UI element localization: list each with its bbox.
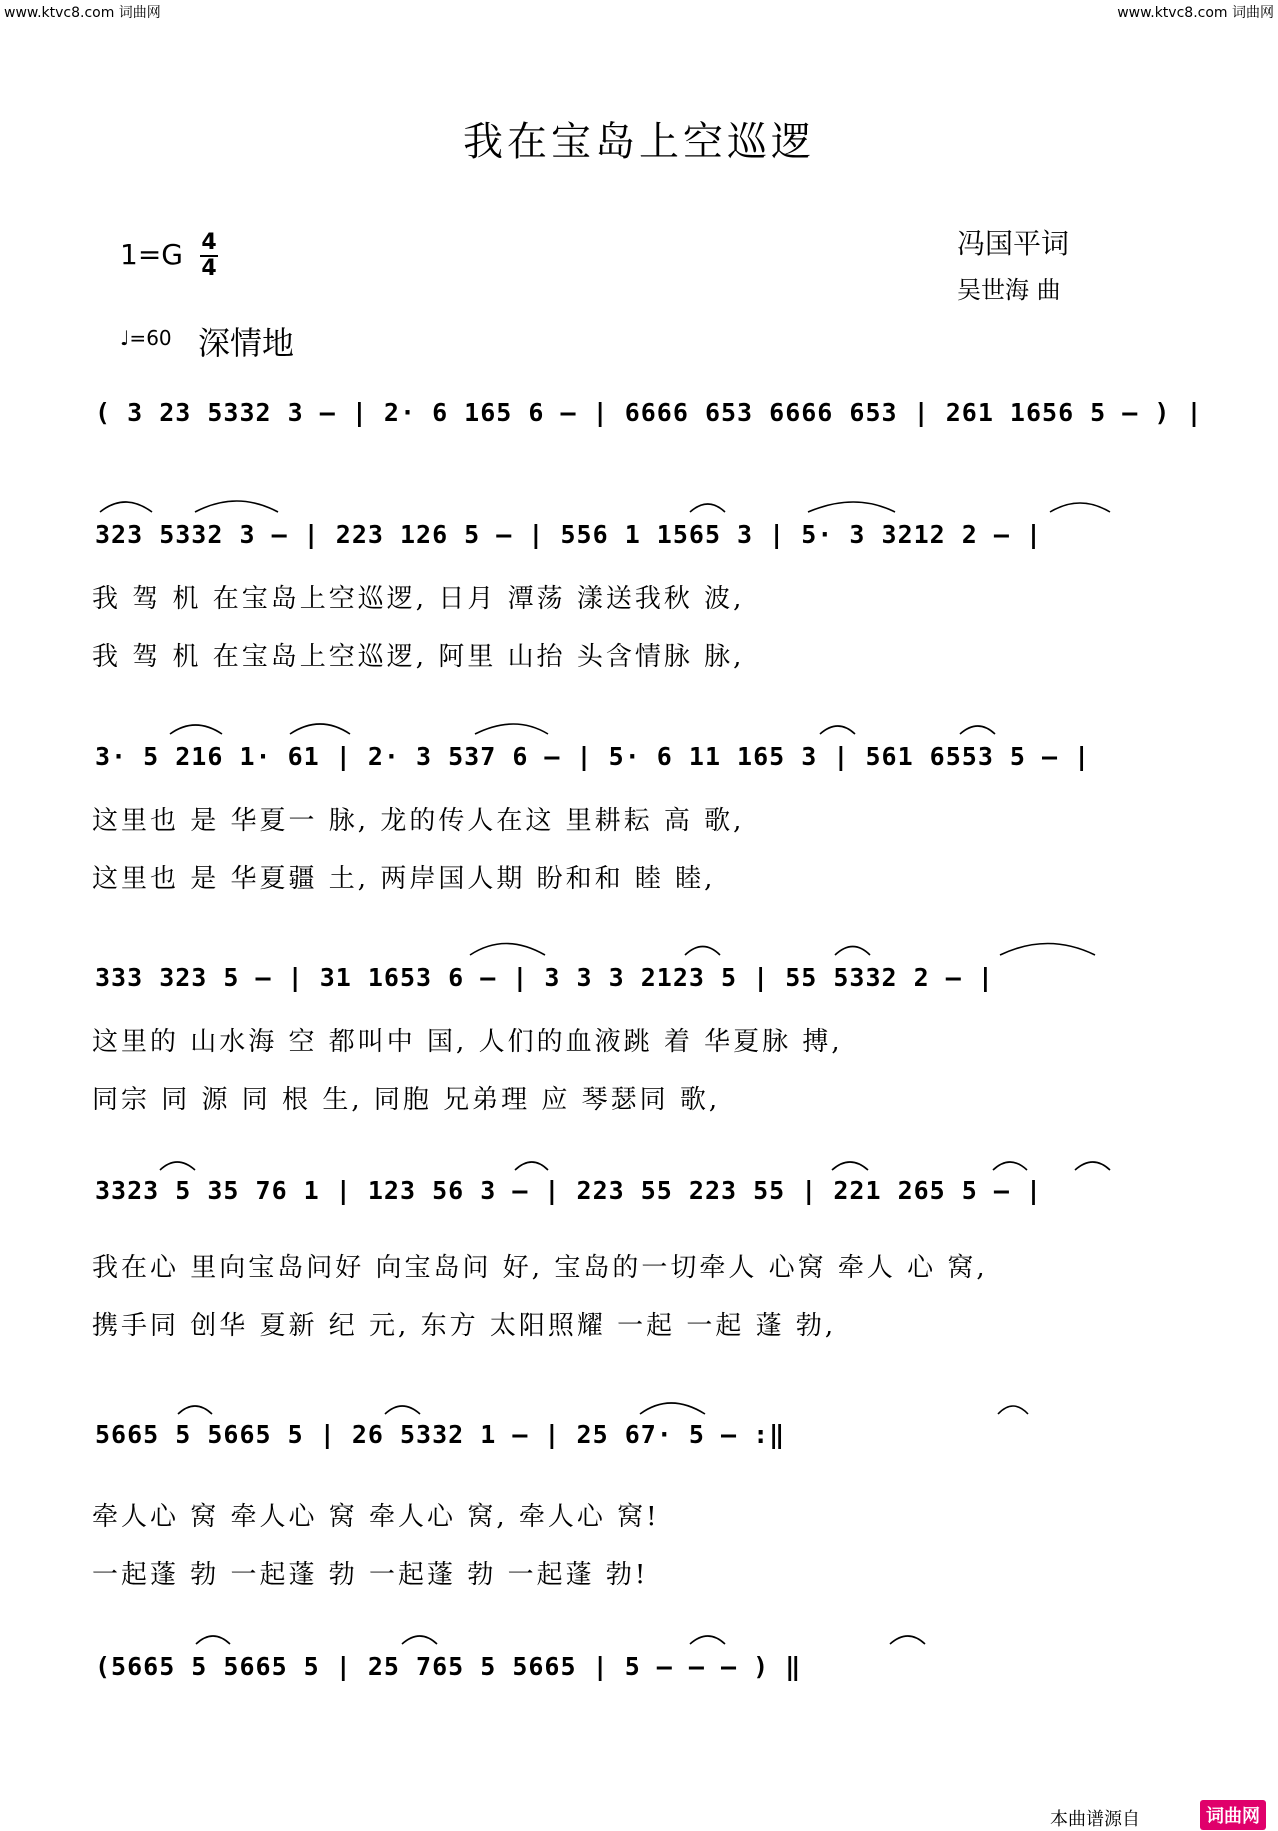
notation-line: 3· 5 216 1· 61 | 2· 3 537 6 – | 5· 6 11 165 3 | 561 6553 5 – | [95,742,1091,771]
notation-line: ( 3 23 5332 3 – | 2· 6 165 6 – | 6666 653 6666 653 | 261 1656 5 – ) | [95,398,1203,427]
notation-line: 3323 5 35 76 1 | 123 56 3 – | 223 55 223 55 | 221 265 5 – | [95,1176,1043,1205]
lyric-verse-1: 牵人心 窝 牵人心 窝 牵人心 窝, 牵人心 窝! [92,1502,660,1532]
slur-mark [470,944,545,956]
lyric-verse-1: 这里的 山水海 空 都叫中 国, 人们的血液跳 着 华夏脉 搏, [92,1027,843,1057]
slur-mark [195,501,278,512]
lyricist-credit: 冯国平词 [957,227,1070,260]
slur-mark [385,1406,420,1414]
key-signature: 1=G [120,238,183,271]
notation-line: 5665 5 5665 5 | 26 5332 1 – | 25 67· 5 – :‖ [95,1420,786,1449]
lyric-verse-2: 我 驾 机 在宝岛上空巡逻, 阿里 山抬 头含情脉 脉, [92,642,745,672]
watermark-left: www.ktvc8.com 词曲网 [4,5,161,21]
slur-mark [690,504,725,512]
expression-marking: 深情地 [198,324,295,362]
source-note: 本曲谱源自 [1050,1809,1140,1830]
slur-mark [170,725,222,734]
lyric-verse-2: 这里也 是 华夏疆 土, 两岸国人期 盼和和 睦 睦, [92,864,716,894]
slur-mark [160,1162,195,1170]
slur-mark [835,947,870,956]
slur-mark [685,947,720,956]
composer-credit: 吴世海 曲 [957,276,1061,304]
slur-mark [1075,1162,1110,1170]
slur-mark [832,1162,868,1170]
notation-line: (5665 5 5665 5 | 25 765 5 5665 | 5 – – – ) ‖ [95,1652,802,1681]
notation-line: 333 323 5 – | 31 1653 6 – | 3 3 3 2123 5 | 55 5332 2 – | [95,963,994,992]
slur-mark [960,726,995,734]
slur-mark [1000,944,1095,956]
lyric-verse-1: 我在心 里向宝岛问好 向宝岛问 好, 宝岛的一切牵人 心窝 牵人 心 窝, [92,1253,988,1283]
song-title: 我在宝岛上空巡逻 [463,119,815,165]
lyric-verse-2: 携手同 创华 夏新 纪 元, 东方 太阳照耀 一起 一起 蓬 勃, [92,1311,837,1341]
slur-mark [1050,503,1110,512]
slur-mark [890,1636,925,1644]
site-logo: 词曲网 [1200,1800,1266,1830]
slur-mark [402,1636,437,1644]
tempo-marking: ♩=60 [120,326,172,350]
time-top: 4 [201,230,217,255]
time-bottom: 4 [201,256,217,281]
slur-mark [820,726,855,734]
lyric-verse-2: 同宗 同 源 同 根 生, 同胞 兄弟理 应 琴瑟同 歌, [92,1085,721,1115]
slur-mark [515,1162,548,1170]
slur-mark [290,724,350,734]
lyric-verse-2: 一起蓬 勃 一起蓬 勃 一起蓬 勃 一起蓬 勃! [92,1560,649,1590]
slur-mark [178,1406,212,1414]
lyric-verse-1: 这里也 是 华夏一 脉, 龙的传人在这 里耕耘 高 歌, [92,806,745,836]
slur-mark [475,724,548,734]
slur-mark [100,502,152,512]
watermark-right: www.ktvc8.com 词曲网 [1117,5,1274,21]
lyric-verse-1: 我 驾 机 在宝岛上空巡逻, 日月 潭荡 漾送我秋 波, [92,584,745,614]
notation-line: 323 5332 3 – | 223 126 5 – | 556 1 1565 3 | 5· 3 3212 2 – | [95,520,1043,549]
slur-mark [998,1406,1028,1414]
slur-mark [690,1636,725,1644]
slur-mark [640,1403,705,1414]
slur-mark [808,502,895,512]
slur-mark [993,1162,1027,1170]
slur-mark [196,1636,230,1644]
